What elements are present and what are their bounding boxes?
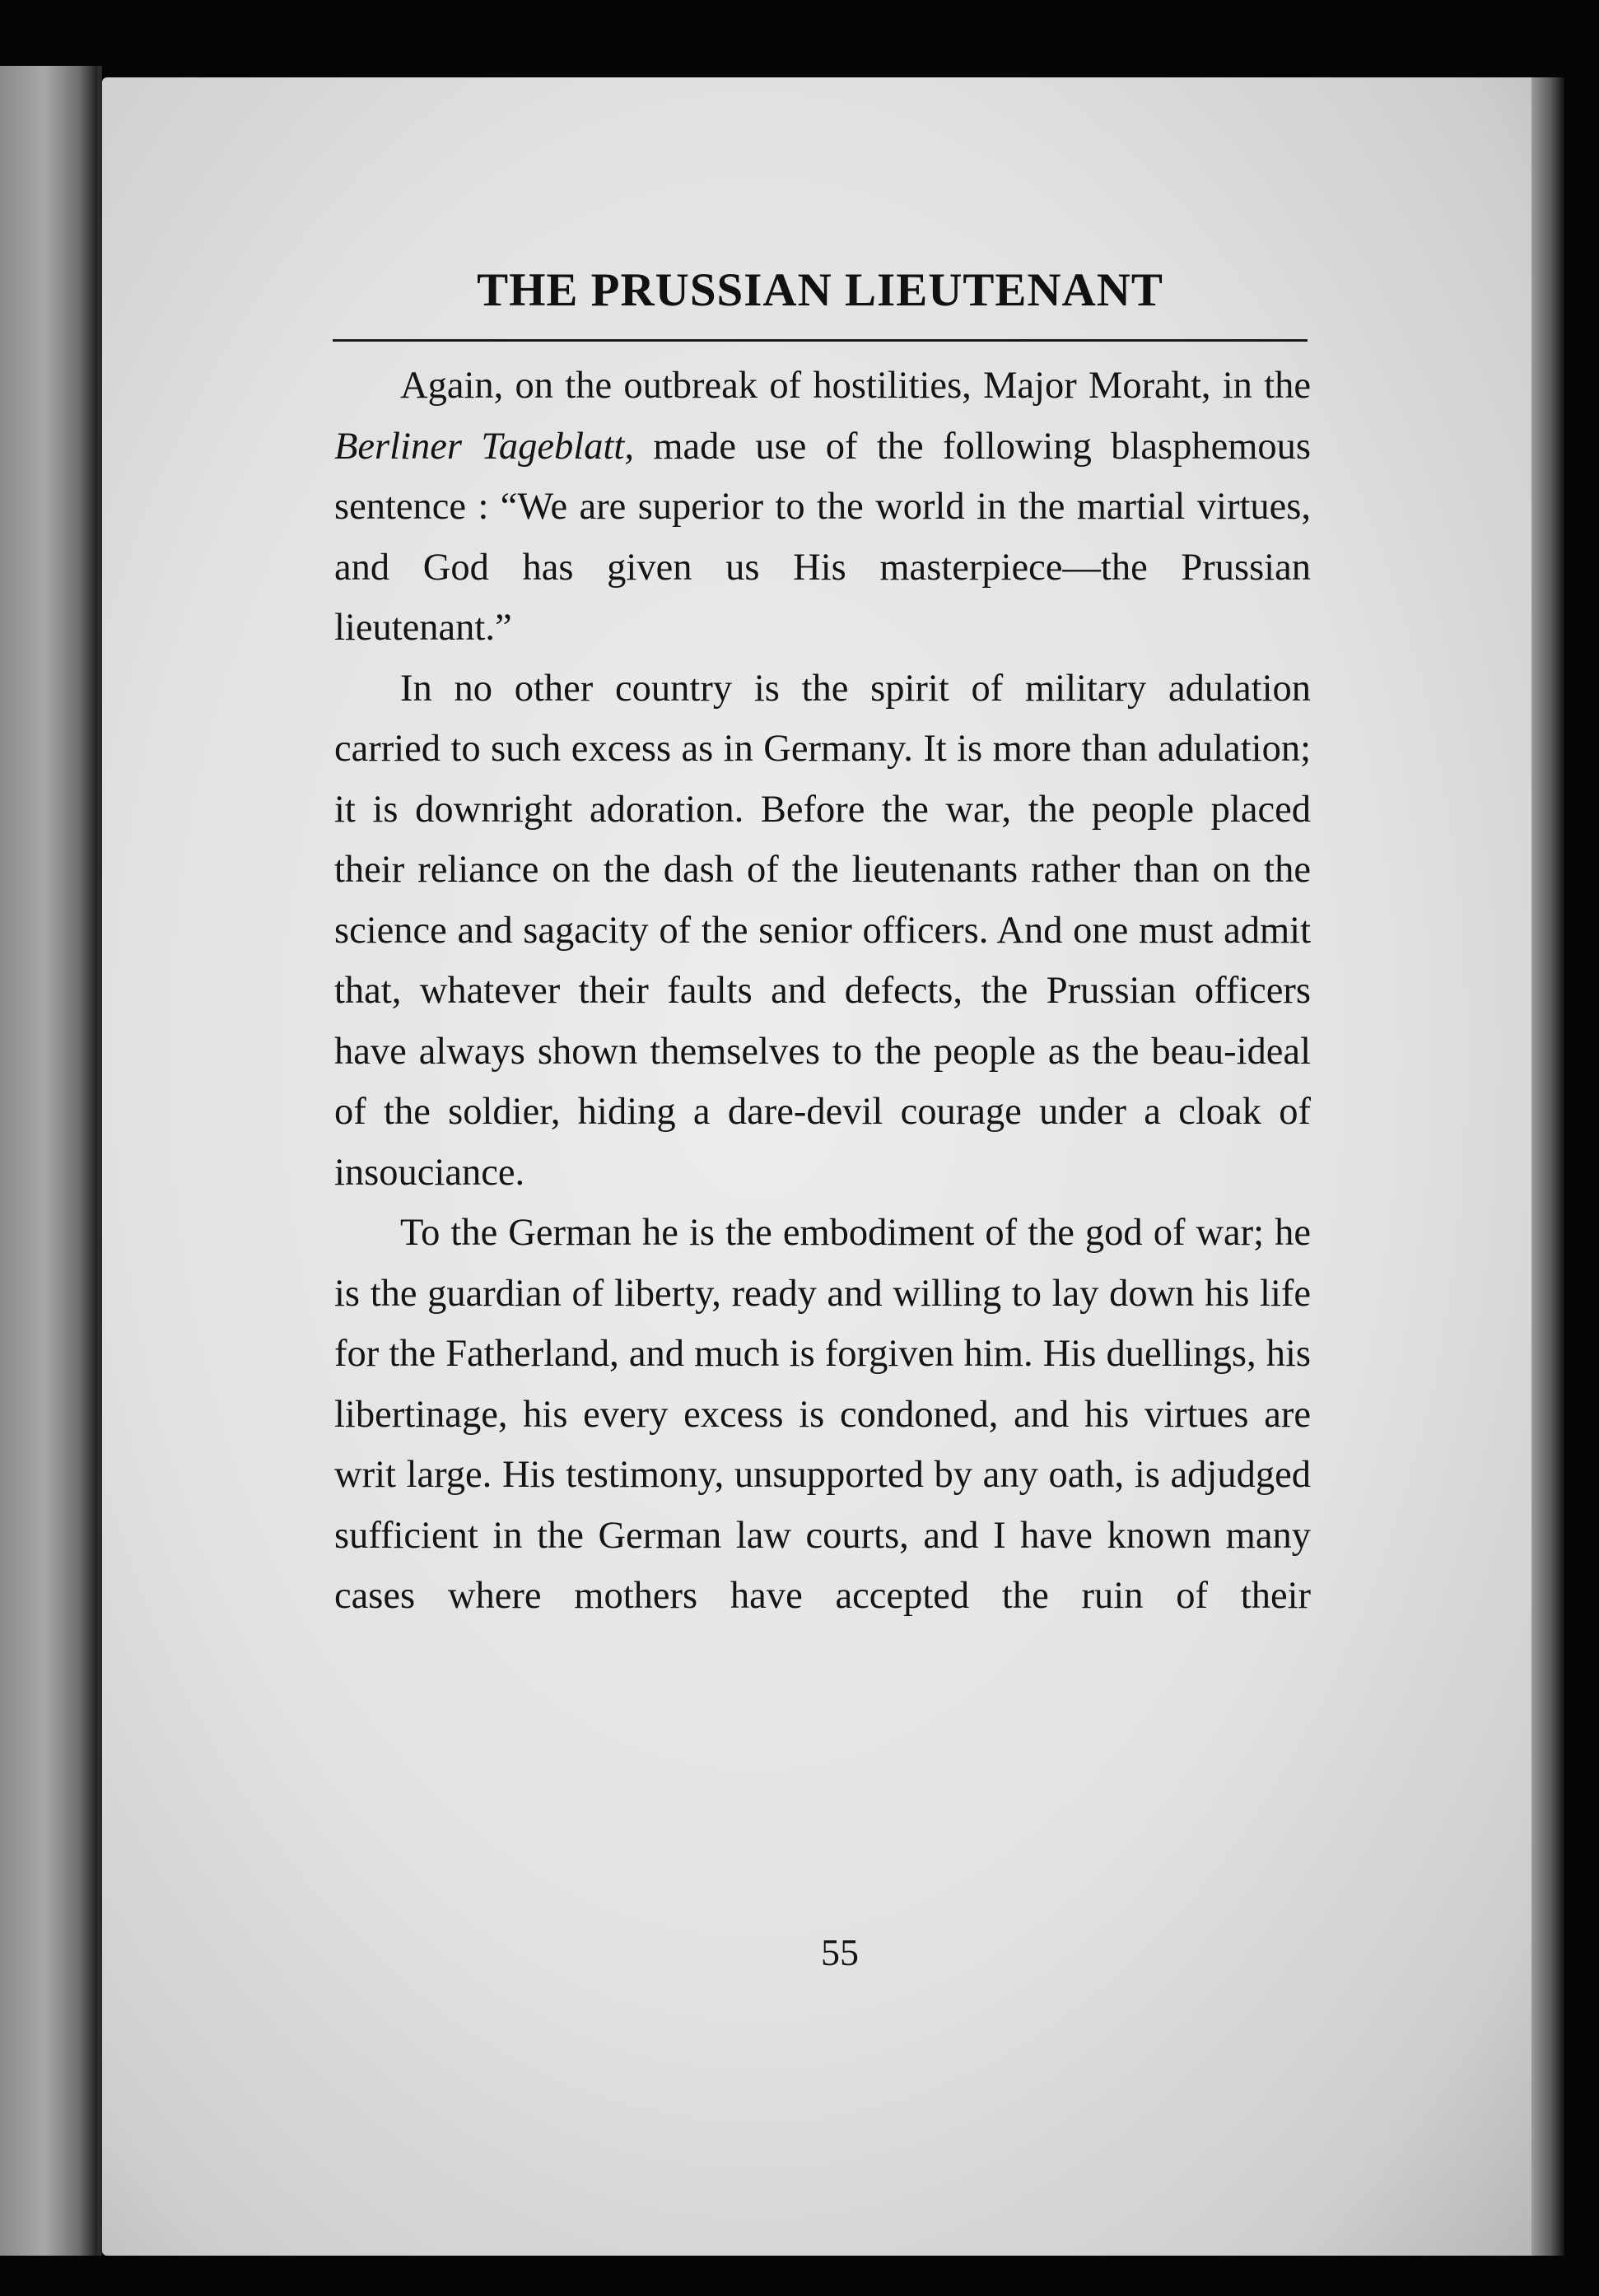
previous-page-edge [0, 66, 99, 2256]
page-edge-shadow [1531, 77, 1564, 2256]
paragraph-1 [334, 356, 1311, 659]
running-head-rule [333, 339, 1308, 342]
paragraph-1-text-continued: made use of the following blasphemous sentence : “We are superior to the world in the martial virtues, and God has given us His masterpiece—the Prussian lieutenant.” [334, 425, 1312, 649]
paragraph-2 [334, 659, 1311, 1204]
paragraph-3-text: To the German he is the embodiment of the god of war; he is the guardian of liberty, ready and willing to lay down his life for the Fatherland, and much is forgiven him. His duellings, his libertinage, his every excess is condoned, and his virtues are writ large. His testimony, unsupported by any oath, is adjudged sufficient in the German law courts, and I have known many cases where mothers have accepted the ruin of their [334, 1212, 1311, 1617]
running-head: THE PRUSSIAN LIEUTENANT [477, 264, 1163, 316]
paragraph-3 [334, 1203, 1311, 1627]
paragraph-2-text: In no other country is the spirit of military adulation carried to such excess as in Germany. It is more than adulation; it is downright adoration. Before the war, the people placed their reliance on the dash of the lieutenants rather than on the science and sagacity of the senior officers. And one must admit that, whatever their faults and defects, the Prussian officers have always shown themselves to the people as the beau-ideal of the soldier, hiding a dare-devil courage under a cloak of insouciance. [334, 667, 1311, 1194]
paragraph-1-text: Again, on the outbreak of hostilities, Major Moraht, in the [400, 365, 1311, 407]
body-text [334, 356, 1311, 1627]
page-number: 55 [821, 1931, 859, 1973]
newspaper-title: Berliner Tageblatt, [334, 425, 634, 468]
